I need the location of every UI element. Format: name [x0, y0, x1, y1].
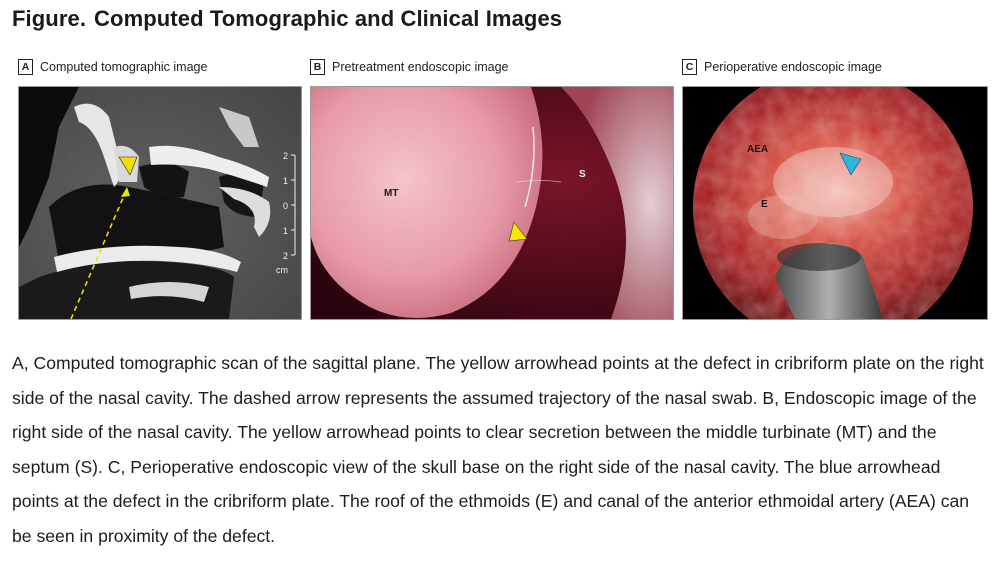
panel-b-letter: B	[310, 59, 325, 75]
panel-c-header	[682, 56, 988, 78]
panel-a	[18, 56, 302, 275]
scale-unit-label: cm	[276, 265, 288, 275]
scale-tick-label: 2	[283, 151, 289, 161]
mt-label: MT	[384, 188, 399, 199]
s-label: S	[579, 169, 586, 180]
e-label: E	[761, 199, 768, 210]
perioperative-endoscopic-image	[682, 86, 988, 320]
figure-caption: A, Computed tomographic scan of the sagittal plane. The yellow arrowhead points at the defect in cribriform plate on the right side of the nasal cavity. The dashed arrow represents the assumed trajectory of the nasal swab. B, Endoscopic image of the right side of the nasal cavity. The yellow arrowhead points to clear secretion between the middle turbinate (MT) and the septum (S). C, Perioperative endoscopic view of the skull base on the right side of the nasal cavity. The blue arrowhead points at the defect in the cribriform plate. The roof of the ethmoids (E) and canal of the anterior ethmoidal artery (AEA) can be seen in proximity of the defect.	[12, 353, 984, 546]
panel-a-letter: A	[18, 59, 33, 75]
panel-c	[682, 56, 988, 210]
figure-title-text: Computed Tomographic and Clinical Images	[94, 6, 563, 31]
aea-label: AEA	[747, 144, 769, 155]
figure-title	[12, 6, 562, 32]
panel-b-title: Pretreatment endoscopic image	[332, 60, 509, 74]
figure-label: Figure.	[12, 6, 87, 31]
scale-tick-label: 0	[283, 201, 289, 211]
panel-c-title: Perioperative endoscopic image	[704, 60, 882, 74]
pretreatment-endoscopic-image	[310, 86, 674, 320]
panel-c-letter: C	[682, 59, 697, 75]
ct-image	[18, 86, 302, 320]
scale-tick-label: 2	[283, 251, 289, 261]
panel-b	[310, 56, 674, 199]
panel-b-header	[310, 56, 674, 78]
panel-a-title: Computed tomographic image	[40, 60, 208, 74]
scale-tick-label: 1	[283, 176, 289, 186]
panel-a-header	[18, 56, 302, 78]
scale-tick-label: 1	[283, 226, 289, 236]
